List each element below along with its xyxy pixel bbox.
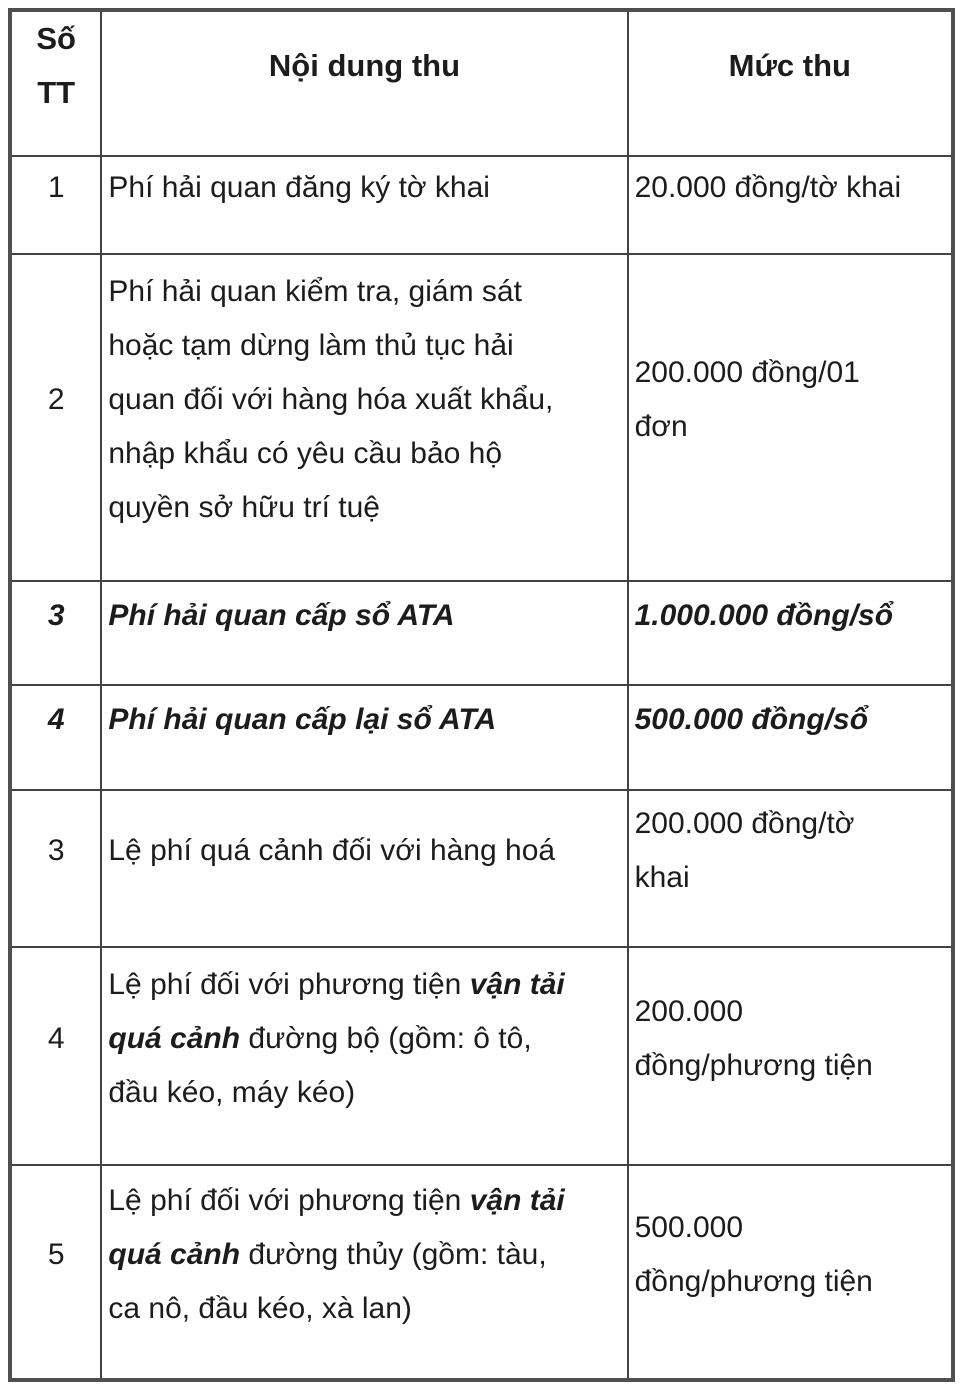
- content-text: đường bộ (gồm: ô tô,: [240, 1021, 532, 1055]
- content-text-emphasized: vận tải: [469, 967, 565, 1001]
- row-fee-cell: [628, 1165, 953, 1380]
- table-header-row: [10, 10, 953, 156]
- fee-text: 20.000 đồng/tờ khai: [634, 170, 902, 204]
- content-text: Lệ phí đối với phương tiện: [108, 967, 470, 1001]
- row-fee-cell: [628, 156, 953, 254]
- row-content-cell: [101, 947, 627, 1165]
- row-fee-cell: [628, 685, 953, 790]
- row-content-cell: [101, 790, 627, 947]
- header-cell-so-tt: [10, 10, 101, 156]
- content-text: Phí hải quan đăng ký tờ khai: [108, 170, 490, 204]
- header-label-muc-thu: Mức thu: [728, 48, 851, 83]
- row-number: 2: [47, 383, 65, 416]
- row-fee-cell: [628, 254, 953, 581]
- fee-text: khai: [634, 861, 690, 894]
- fee-text: 200.000 đồng/tờ: [634, 807, 855, 840]
- content-text: Lệ phí quá cảnh đối với hàng hoá: [108, 834, 556, 867]
- row-content-cell: [101, 156, 627, 254]
- content-text-emphasized: quá cảnh: [108, 1237, 241, 1271]
- header-cell-muc-thu: [628, 10, 953, 156]
- content-text: Lệ phí đối với phương tiện: [108, 1183, 470, 1217]
- row-fee-cell: [628, 581, 953, 685]
- content-text: đường thủy (gồm: tàu,: [240, 1237, 547, 1271]
- table-row: [10, 947, 953, 1165]
- table-row-emphasized: [10, 685, 953, 790]
- row-number-cell: [10, 581, 101, 685]
- content-text: đầu kéo, máy kéo): [108, 1075, 356, 1109]
- row-number-cell: [10, 1165, 101, 1380]
- row-number-cell: [10, 947, 101, 1165]
- header-cell-noi-dung-thu: [101, 10, 627, 156]
- customs-fee-table: [8, 8, 955, 1382]
- row-number-cell: [10, 790, 101, 947]
- table-row: [10, 156, 953, 254]
- fee-text: 500.000: [634, 1210, 744, 1244]
- header-label-so-tt: Số TT: [36, 21, 76, 110]
- table-row: [10, 790, 953, 947]
- row-number: 5: [47, 1237, 65, 1271]
- row-number: 3: [47, 598, 65, 632]
- fee-text: 500.000 đồng/sổ: [634, 703, 869, 736]
- row-number: 1: [47, 170, 65, 204]
- table-row-emphasized: [10, 581, 953, 685]
- fee-text: đơn: [634, 410, 688, 443]
- fee-text: 200.000: [634, 994, 744, 1028]
- content-text: quan đối với hàng hóa xuất khẩu,: [108, 383, 554, 416]
- row-fee-cell: [628, 790, 953, 947]
- content-text: ca nô, đầu kéo, xà lan): [108, 1291, 412, 1325]
- fee-text: 1.000.000 đồng/sổ: [634, 598, 894, 632]
- row-number-cell: [10, 156, 101, 254]
- row-content-cell: [101, 254, 627, 581]
- row-content-cell: [101, 1165, 627, 1380]
- row-fee-cell: [628, 947, 953, 1165]
- row-number: 3: [47, 834, 65, 867]
- content-text: Phí hải quan cấp lại sổ ATA: [108, 703, 497, 736]
- table-row: [10, 254, 953, 581]
- content-text-emphasized: vận tải: [469, 1183, 565, 1217]
- row-number: 4: [47, 703, 65, 736]
- fee-text: 200.000 đồng/01: [634, 356, 860, 389]
- fee-text: đồng/phương tiện: [634, 1048, 873, 1082]
- table-row: [10, 1165, 953, 1380]
- content-text: nhập khẩu có yêu cầu bảo hộ: [108, 437, 503, 470]
- header-label-noi-dung-thu: Nội dung thu: [268, 48, 461, 83]
- row-number-cell: [10, 685, 101, 790]
- fee-text: đồng/phương tiện: [634, 1264, 873, 1298]
- row-content-cell: [101, 581, 627, 685]
- content-text: Phí hải quan kiểm tra, giám sát: [108, 275, 522, 308]
- row-number: 4: [47, 1021, 65, 1055]
- row-number-cell: [10, 254, 101, 581]
- content-text-emphasized: quá cảnh: [108, 1021, 241, 1055]
- content-text: Phí hải quan cấp sổ ATA: [108, 598, 455, 632]
- content-text: hoặc tạm dừng làm thủ tục hải: [108, 329, 514, 362]
- row-content-cell: [101, 685, 627, 790]
- content-text: quyền sở hữu trí tuệ: [108, 491, 380, 524]
